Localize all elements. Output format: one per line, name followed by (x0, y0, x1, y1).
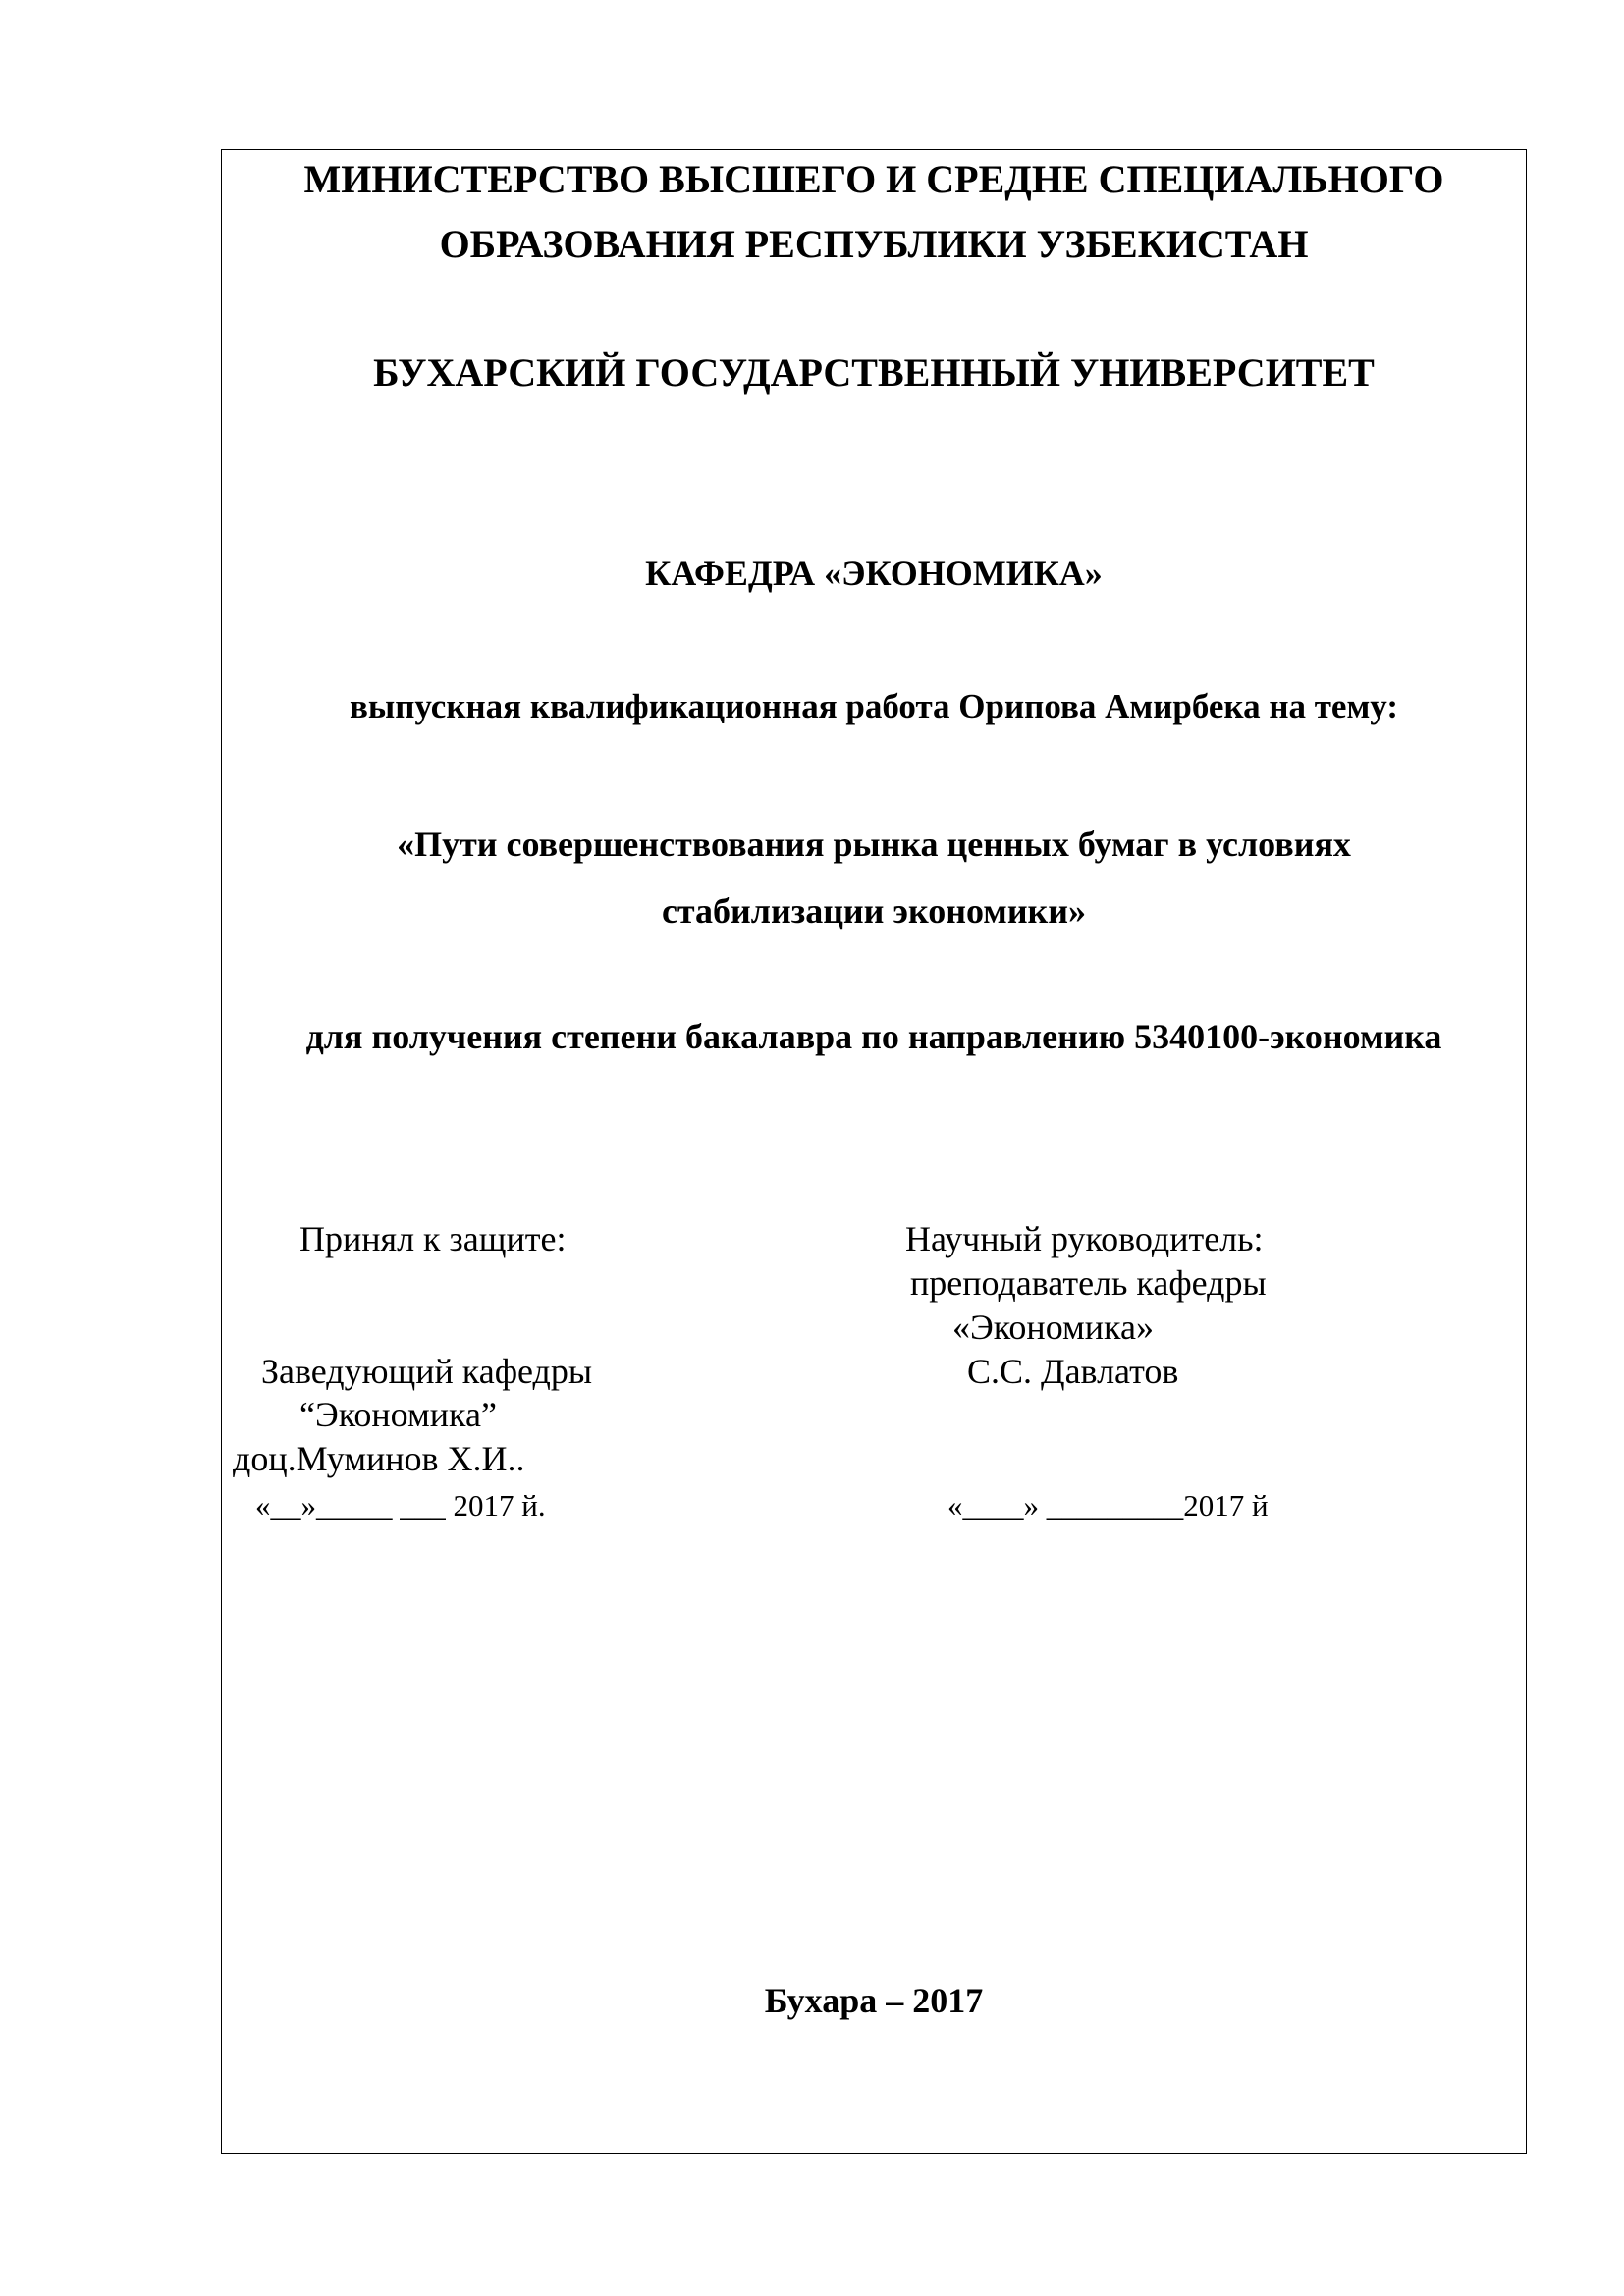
accepted-label: Принял к защите: (299, 1219, 567, 1258)
head-of-department-label: Заведующий кафедры (261, 1352, 593, 1391)
right-date-line: «____» _________2017 й (947, 1488, 1269, 1522)
head-of-department-name: доц.Муминов Х.И.. (233, 1439, 525, 1478)
right-department-name: «Экономика» (952, 1308, 1154, 1347)
work-intro: выпускная квалификационная работа Орипова Амирбека на тему: (349, 687, 1398, 725)
topic-line-2: стабилизации экономики» (661, 891, 1087, 931)
ministry-line-1: МИНИСТЕРСТВО ВЫСШЕГО И СРЕДНЕ СПЕЦИАЛЬНОГО (303, 157, 1444, 201)
department-name: КАФЕДРА «ЭКОНОМИКА» (645, 554, 1103, 593)
supervisor-position: преподаватель кафедры (910, 1263, 1267, 1303)
left-date-line: «__»_____ ___ 2017 й. (255, 1488, 546, 1522)
ministry-heading (221, 147, 1527, 277)
university-name: БУХАРСКИЙ ГОСУДАРСТВЕННЫЙ УНИВЕРСИТЕТ (373, 350, 1375, 395)
page-border (221, 149, 1527, 2154)
city-year: Бухара – 2017 (764, 1981, 984, 2020)
ministry-line-2: ОБРАЗОВАНИЯ РЕСПУБЛИКИ УЗБЕКИСТАН (439, 222, 1309, 266)
degree-line: для получения степени бакалавра по направлению 5340100-экономика (305, 1017, 1442, 1056)
left-department-name: “Экономика” (299, 1395, 497, 1434)
supervisor-name: С.С. Давлатов (967, 1352, 1179, 1391)
thesis-topic (221, 811, 1527, 944)
topic-line-1: «Пути совершенствования рынка ценных бумаг в условиях (397, 825, 1351, 864)
supervisor-label: Научный руководитель: (905, 1219, 1264, 1258)
